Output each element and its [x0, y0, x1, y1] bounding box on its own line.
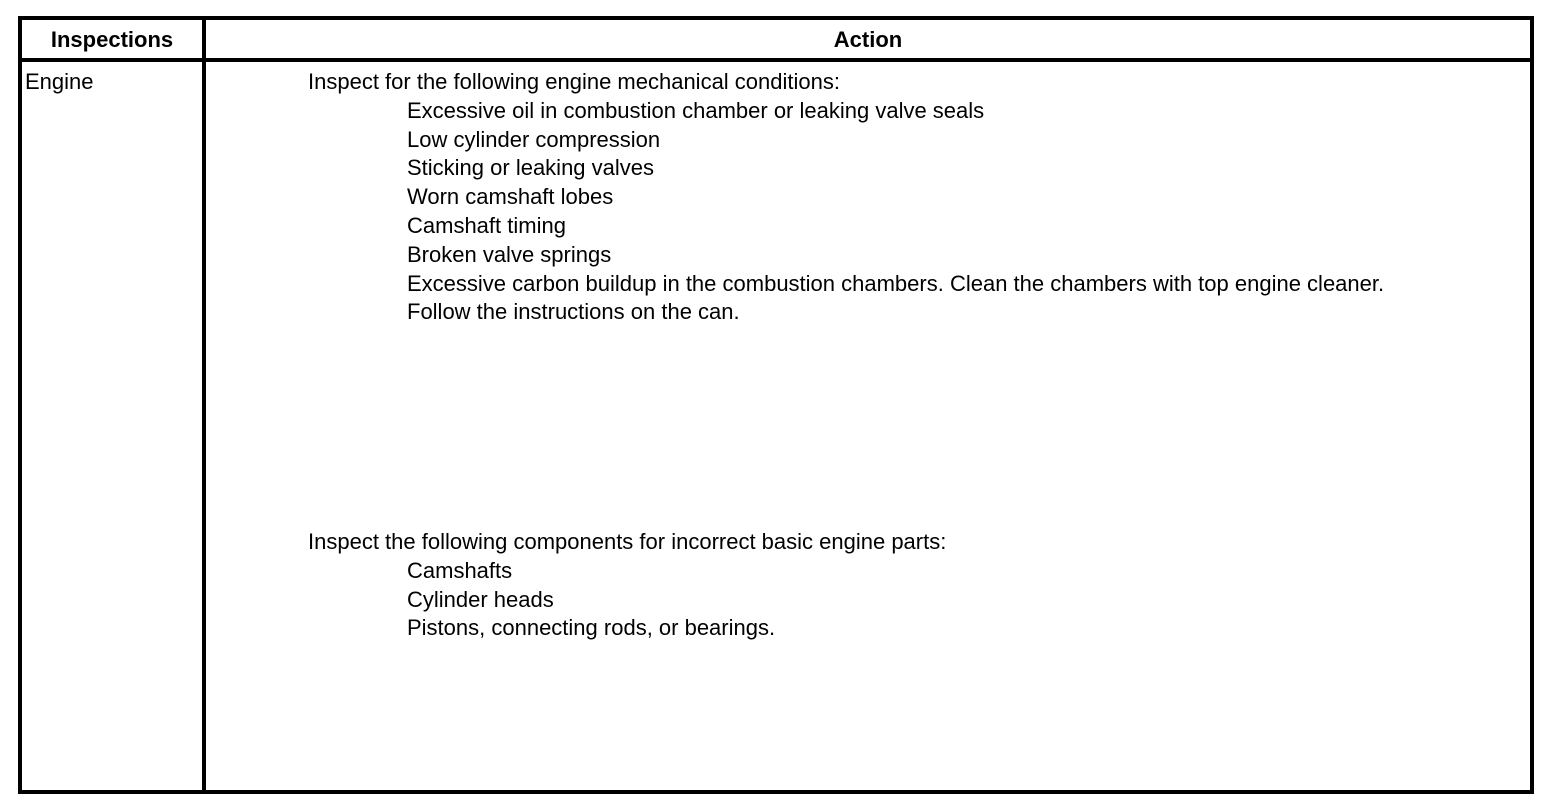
condition-list	[308, 97, 1384, 327]
list-item: Follow the instructions on the can.	[407, 299, 740, 325]
list-item: Cylinder heads	[407, 586, 554, 612]
component-list	[308, 557, 946, 643]
section-intro: Inspect the following components for incorrect basic engine parts:	[308, 529, 947, 554]
inspection-engine: Engine	[25, 69, 94, 94]
action-section-parts	[308, 528, 946, 643]
header-divider	[22, 58, 1530, 62]
list-item: Camshafts	[407, 557, 513, 583]
header-action: Action	[833, 27, 903, 52]
inspection-table	[18, 16, 1534, 794]
section-intro: Inspect for the following engine mechanical conditions:	[308, 69, 840, 94]
list-item: Low cylinder compression	[407, 126, 661, 152]
list-item: Broken valve springs	[407, 241, 612, 267]
column-divider	[202, 20, 206, 790]
list-item: Excessive carbon buildup in the combustion chambers. Clean the chambers with top engine cleaner.	[407, 270, 1385, 296]
list-item: Pistons, connecting rods, or bearings.	[407, 615, 776, 641]
list-item: Sticking or leaking valves	[407, 155, 655, 181]
list-item: Camshaft timing	[407, 212, 566, 238]
list-item: Worn camshaft lobes	[407, 184, 614, 210]
action-section-mechanical	[308, 68, 1384, 327]
header-inspections: Inspections	[50, 27, 174, 52]
list-item: Excessive oil in combustion chamber or leaking valve seals	[407, 97, 985, 123]
